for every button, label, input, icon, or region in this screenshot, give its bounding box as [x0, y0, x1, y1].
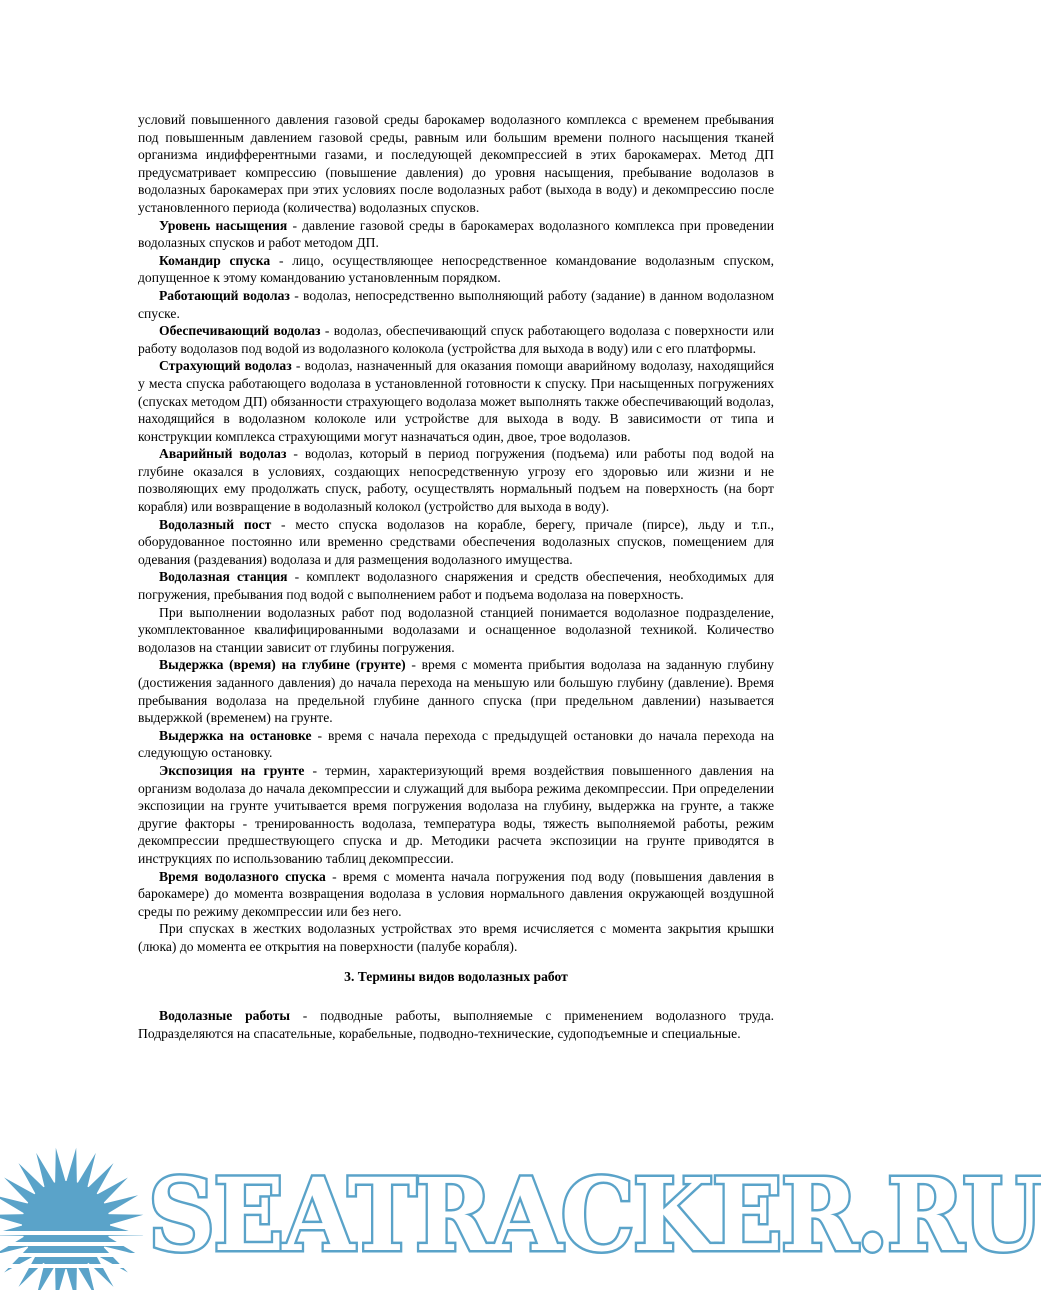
term: Водолазная станция	[159, 569, 288, 585]
document-body	[138, 111, 774, 1042]
sun-stripe	[0, 1231, 156, 1235]
sun-stripe	[0, 1264, 156, 1268]
paragraph-3: Командир спуска - лицо, осуществляющее непосредственное командование водолазным спуском, допущенное к этому командованию установленным порядком.	[138, 252, 775, 286]
paragraph-9: Водолазная станция - комплект водолазного снаряжения и средств обеспечения, необходимых для погружения, пребывания под водой с выполнением работ и подъема водолаза на поверхность.	[138, 569, 774, 603]
paragraph-13: Экспозиция на грунте - термин, характеризующий время воздействия повышенного давления на организм водолаза до начала декомпрессии и служащий для выбора режима декомпрессии. При определении экспозиции на грунте учитывается время погружения водолаза на глубину, выдержка на грунте, а также другие факторы - тренированность водолаза, температура воды, тяжесть выполняемой работы, режим декомпрессии предшествующего спуска и др. Методики расчета экспозиции на грунте приводятся в инструкциях по использованию таблиц декомпрессии.	[138, 762, 774, 866]
term: Аварийный водолаз	[159, 446, 287, 462]
watermark-text: SEATRACKER.RU	[148, 1156, 1041, 1274]
paragraph-5: Обеспечивающий водолаз - водолаз, обеспечивающий спуск работающего водолаза с поверхности или работу водолазов под водой из водолазного колокола (устройства для выхода в воду) или с его платформы.	[138, 323, 774, 356]
term: Экспозиция на грунте	[159, 762, 305, 778]
paragraph-2: Уровень насыщения - давление газовой среды в барокамерах водолазного комплекса при проведении водолазных спусков и работ методом ДП.	[138, 217, 774, 251]
paragraph-7: Аварийный водолаз - водолаз, который в период погружения (подъема) или работы под водой на глубине оказался в условиях, создающих непосредственную угрозу его здоровью или жизни и не позволяющих ему продолжать спуск, работу, осуществлять нормальный подъем на поверхность (на борт корабля) или возвращение в водолазный колокол (устройство для выхода в воду).	[138, 446, 775, 515]
paragraph-14: Время водолазного спуска - время с момента начала погружения под воду (повышения давления в барокамере) до момента возвращения водолаза в условия нормального давления окружающей воздушной среды по режиму декомпрессии или без него.	[138, 868, 774, 919]
sun-stripe	[0, 1242, 156, 1246]
sun-stripe	[0, 1253, 156, 1257]
term: Водолазный пост	[159, 516, 272, 532]
paragraph-8: Водолазный пост - место спуска водолазов на корабле, берегу, причале (пирсе), льду и т.п., оборудованное постоянно или временно средствами обеспечения водолазных спусков, помещением для одевания (раздевания) водолаза и для размещения водолазного имущества.	[138, 516, 774, 567]
paragraph-1: условий повышенного давления газовой среды барокамер водолазного комплекса с временем пребывания под повышенным давлением газовой среды, равным или большим времени полного насыщения тканей организма индифферентными газами, и последующей декомпрессией в этих барокамерах. Метод ДП предусматривает компрессию (повышение давления) до уровня насыщения, пребывание водолазов в водолазных барокамерах при этих условиях после водолазных работ (выхода в воду) и декомпрессию после установленного периода (количества) водолазных спусков.	[138, 112, 774, 215]
paragraph-6: Страхующий водолаз - водолаз, назначенный для оказания помощи аварийному водолазу, находящийся у места спуска работающего водолаза в установленной готовности к спуску. При насыщенных погружениях (спусках методом ДП) обязанности страхующего водолаза может выполнять также обеспечивающий водолаз, находящийся в водолазном колоколе или устройстве для выхода в воду. В зависимости от типа и конструкции комплекса страхующими могут назначаться один, двое, трое водолазов.	[138, 358, 775, 444]
paragraph-10: При выполнении водолазных работ под водолазной станцией понимается водолазное подразделение, укомплектованное квалифицированными водолазами и оснащенное водолазной техникой. Количество водолазов на станции зависит от глубины погружения.	[138, 604, 774, 655]
section-paragraph: Водолазные работы - подводные работы, выполняемые с применением водолазного труда. Подразделяются на спасательные, корабельные, подводно-технические, судоподъемные и специальные.	[138, 1008, 774, 1041]
term: Страхующий водолаз	[159, 358, 292, 374]
term: Уровень насыщения	[159, 217, 288, 233]
term: Командир спуска	[159, 252, 271, 268]
paragraph-15: При спусках в жестких водолазных устройствах это время исчисляется с момента закрытия крышки (люка) до момента ее открытия на поверхности (палубе корабля).	[138, 921, 774, 954]
paragraph-12: Выдержка на остановке - время с начала перехода с предыдущей остановки до начала перехода на следующую остановку.	[138, 727, 774, 761]
sun-icon	[0, 1148, 156, 1290]
section-heading: 3. Термины видов водолазных работ	[344, 968, 568, 984]
paragraph-4: Работающий водолаз - водолаз, непосредственно выполняющий работу (задание) в данном водолазном спуске.	[138, 287, 774, 321]
term: Время водолазного спуска	[159, 868, 326, 884]
paragraph-11: Выдержка (время) на глубине (грунте) - время с момента прибытия водолаза на заданную глубину (достижения заданного давления) до начала перехода на меньшую или большую глубину (давление). Время пребывания водолаза на предельной глубине данного спуска (при предельном давлении) называется выдержкой (временем) на грунте.	[138, 657, 774, 726]
term: Водолазные работы	[159, 1008, 291, 1024]
term: Выдержка на остановке	[159, 727, 312, 743]
term: Выдержка (время) на глубине (грунте)	[159, 657, 406, 673]
term: Работающий водолаз	[159, 287, 290, 303]
term: Обеспечивающий водолаз	[159, 323, 321, 339]
